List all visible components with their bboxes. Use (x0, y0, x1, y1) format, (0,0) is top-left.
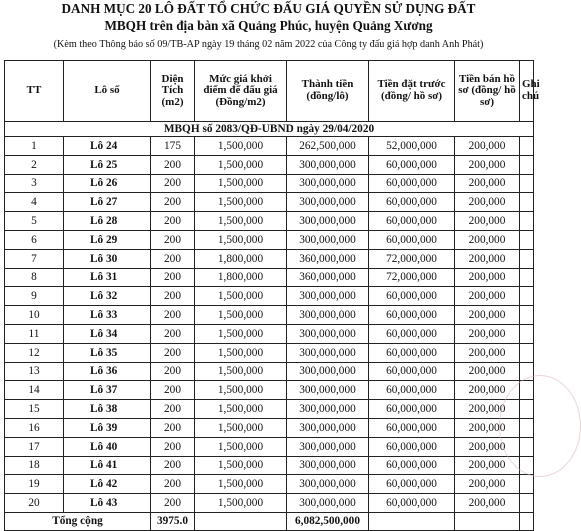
table-row (5, 418, 534, 437)
cell-starting-price: 1,500,000 (195, 174, 287, 193)
cell-tt: 10 (5, 306, 64, 325)
cell-starting-price: 1,500,000 (195, 456, 287, 475)
header-lot-number: Lô số (64, 61, 151, 122)
document-title: DANH MỤC 20 LÔ ĐẤT TỔ CHỨC ĐẤU GIÁ QUYỀN SỬ DỤNG ĐẤT (61, 1, 476, 16)
cell-area: 200 (151, 287, 195, 306)
cell-dossier-fee: 200,000 (455, 155, 520, 174)
cell-dossier-fee: 200,000 (455, 193, 520, 212)
cell-total-amount: 300,000,000 (287, 212, 369, 231)
table-row (5, 475, 534, 494)
cell-area: 200 (151, 437, 195, 456)
total-empty-fee (455, 512, 520, 530)
table-row (5, 230, 534, 249)
cell-starting-price: 1,500,000 (195, 400, 287, 419)
section-row (5, 122, 534, 137)
cell-tt: 3 (5, 174, 64, 193)
cell-lot-number: Lô 31 (64, 268, 151, 287)
cell-area: 200 (151, 249, 195, 268)
cell-deposit: 60,000,000 (369, 343, 455, 362)
cell-starting-price: 1,800,000 (195, 268, 287, 287)
table-row (5, 306, 534, 325)
cell-deposit: 60,000,000 (369, 174, 455, 193)
cell-starting-price: 1,500,000 (195, 494, 287, 513)
cell-dossier-fee: 200,000 (455, 230, 520, 249)
cell-starting-price: 1,500,000 (195, 381, 287, 400)
header-notes: Ghi chú (520, 61, 534, 122)
cell-notes (520, 137, 534, 156)
cell-dossier-fee: 200,000 (455, 456, 520, 475)
cell-lot-number: Lô 29 (64, 230, 151, 249)
cell-total-amount: 300,000,000 (287, 155, 369, 174)
cell-tt: 8 (5, 268, 64, 287)
cell-lot-number: Lô 33 (64, 306, 151, 325)
cell-total-amount: 300,000,000 (287, 193, 369, 212)
cell-dossier-fee: 200,000 (455, 287, 520, 306)
cell-starting-price: 1,500,000 (195, 324, 287, 343)
cell-lot-number: Lô 41 (64, 456, 151, 475)
cell-total-amount: 300,000,000 (287, 306, 369, 325)
cell-area: 200 (151, 324, 195, 343)
table-row (5, 494, 534, 513)
cell-lot-number: Lô 40 (64, 437, 151, 456)
cell-tt: 20 (5, 494, 64, 513)
cell-notes (520, 437, 534, 456)
cell-notes (520, 193, 534, 212)
cell-notes (520, 306, 534, 325)
cell-tt: 5 (5, 212, 64, 231)
cell-notes (520, 268, 534, 287)
reference-note: (Kèm theo Thông báo số 09/TB-AP ngày 19 tháng 02 năm 2022 của Công ty đấu giá hợp danh Anh Phát) (53, 39, 484, 50)
table-row (5, 400, 534, 419)
cell-total-amount: 300,000,000 (287, 230, 369, 249)
cell-tt: 11 (5, 324, 64, 343)
cell-notes (520, 456, 534, 475)
cell-dossier-fee: 200,000 (455, 324, 520, 343)
cell-dossier-fee: 200,000 (455, 268, 520, 287)
document-subtitle: MBQH trên địa bàn xã Quảng Phúc, huyện Quảng Xương (104, 18, 433, 33)
cell-area: 200 (151, 475, 195, 494)
cell-area: 200 (151, 174, 195, 193)
cell-lot-number: Lô 42 (64, 475, 151, 494)
cell-tt: 18 (5, 456, 64, 475)
cell-deposit: 52,000,000 (369, 137, 455, 156)
section-label: MBQH số 2083/QĐ-UBND ngày 29/04/2020 (5, 122, 534, 137)
cell-area: 200 (151, 193, 195, 212)
cell-tt: 6 (5, 230, 64, 249)
cell-dossier-fee: 200,000 (455, 212, 520, 231)
cell-area: 200 (151, 155, 195, 174)
cell-total-amount: 360,000,000 (287, 249, 369, 268)
cell-area: 200 (151, 381, 195, 400)
cell-starting-price: 1,500,000 (195, 362, 287, 381)
cell-area: 200 (151, 306, 195, 325)
cell-total-amount: 300,000,000 (287, 381, 369, 400)
cell-starting-price: 1,500,000 (195, 137, 287, 156)
cell-deposit: 60,000,000 (369, 381, 455, 400)
cell-deposit: 60,000,000 (369, 362, 455, 381)
cell-starting-price: 1,500,000 (195, 155, 287, 174)
cell-lot-number: Lô 26 (64, 174, 151, 193)
cell-lot-number: Lô 37 (64, 381, 151, 400)
cell-starting-price: 1,500,000 (195, 437, 287, 456)
cell-notes (520, 494, 534, 513)
cell-notes (520, 249, 534, 268)
cell-notes (520, 343, 534, 362)
cell-total-amount: 300,000,000 (287, 362, 369, 381)
cell-area: 200 (151, 418, 195, 437)
cell-total-amount: 300,000,000 (287, 494, 369, 513)
cell-dossier-fee: 200,000 (455, 437, 520, 456)
total-area: 3975.0 (151, 512, 195, 530)
cell-starting-price: 1,500,000 (195, 343, 287, 362)
table-row (5, 249, 534, 268)
cell-deposit: 60,000,000 (369, 193, 455, 212)
cell-notes (520, 174, 534, 193)
table-row (5, 324, 534, 343)
total-empty-deposit (369, 512, 455, 530)
table-row (5, 268, 534, 287)
lot-list-table (4, 60, 540, 531)
cell-starting-price: 1,500,000 (195, 475, 287, 494)
cell-area: 200 (151, 268, 195, 287)
total-amount: 6,082,500,000 (287, 512, 369, 530)
cell-deposit: 60,000,000 (369, 418, 455, 437)
cell-lot-number: Lô 24 (64, 137, 151, 156)
cell-notes (520, 230, 534, 249)
cell-starting-price: 1,500,000 (195, 230, 287, 249)
cell-lot-number: Lô 38 (64, 400, 151, 419)
table-row (5, 362, 534, 381)
cell-total-amount: 300,000,000 (287, 324, 369, 343)
cell-tt: 12 (5, 343, 64, 362)
cell-lot-number: Lô 28 (64, 212, 151, 231)
cell-dossier-fee: 200,000 (455, 494, 520, 513)
cell-dossier-fee: 200,000 (455, 418, 520, 437)
cell-deposit: 60,000,000 (369, 306, 455, 325)
cell-tt: 15 (5, 400, 64, 419)
table-row (5, 155, 534, 174)
cell-lot-number: Lô 36 (64, 362, 151, 381)
cell-dossier-fee: 200,000 (455, 249, 520, 268)
cell-total-amount: 262,500,000 (287, 137, 369, 156)
cell-notes (520, 418, 534, 437)
cell-deposit: 60,000,000 (369, 494, 455, 513)
table-row (5, 212, 534, 231)
header-tt: TT (5, 61, 64, 122)
cell-notes (520, 155, 534, 174)
cell-deposit: 60,000,000 (369, 155, 455, 174)
cell-area: 175 (151, 137, 195, 156)
table-row (5, 287, 534, 306)
cell-deposit: 60,000,000 (369, 456, 455, 475)
cell-dossier-fee: 200,000 (455, 400, 520, 419)
cell-total-amount: 300,000,000 (287, 287, 369, 306)
cell-dossier-fee: 200,000 (455, 381, 520, 400)
header-starting-price: Mức giá khởi điểm để đấu giá (Đồng/m2) (195, 61, 287, 122)
cell-tt: 16 (5, 418, 64, 437)
cell-dossier-fee: 200,000 (455, 306, 520, 325)
total-empty-price (195, 512, 287, 530)
cell-notes (520, 400, 534, 419)
cell-area: 200 (151, 212, 195, 231)
cell-lot-number: Lô 35 (64, 343, 151, 362)
table-row (5, 193, 534, 212)
cell-deposit: 60,000,000 (369, 437, 455, 456)
cell-area: 200 (151, 362, 195, 381)
cell-deposit: 60,000,000 (369, 400, 455, 419)
header-total-amount: Thành tiền (đồng/lô) (287, 61, 369, 122)
cell-tt: 7 (5, 249, 64, 268)
cell-total-amount: 300,000,000 (287, 174, 369, 193)
cell-notes (520, 381, 534, 400)
cell-tt: 4 (5, 193, 64, 212)
cell-starting-price: 1,500,000 (195, 418, 287, 437)
cell-dossier-fee: 200,000 (455, 362, 520, 381)
cell-deposit: 72,000,000 (369, 249, 455, 268)
cell-deposit: 60,000,000 (369, 230, 455, 249)
cell-total-amount: 360,000,000 (287, 268, 369, 287)
cell-total-amount: 300,000,000 (287, 418, 369, 437)
cell-tt: 17 (5, 437, 64, 456)
table-row (5, 137, 534, 156)
header-area: Diện Tích (m2) (151, 61, 195, 122)
cell-starting-price: 1,500,000 (195, 287, 287, 306)
total-empty-notes (520, 512, 534, 530)
table-row (5, 381, 534, 400)
cell-deposit: 60,000,000 (369, 287, 455, 306)
cell-deposit: 72,000,000 (369, 268, 455, 287)
cell-starting-price: 1,500,000 (195, 193, 287, 212)
cell-total-amount: 300,000,000 (287, 400, 369, 419)
cell-dossier-fee: 200,000 (455, 174, 520, 193)
cell-notes (520, 362, 534, 381)
cell-notes (520, 324, 534, 343)
table-header-row (5, 61, 534, 122)
cell-deposit: 60,000,000 (369, 212, 455, 231)
header-deposit: Tiền đặt trước (đồng/ hồ sơ) (369, 61, 455, 122)
cell-tt: 1 (5, 137, 64, 156)
header-dossier-fee: Tiền bán hồ sơ (đồng/ hồ sơ) (455, 61, 520, 122)
cell-total-amount: 300,000,000 (287, 475, 369, 494)
cell-tt: 9 (5, 287, 64, 306)
cell-deposit: 60,000,000 (369, 324, 455, 343)
cell-lot-number: Lô 39 (64, 418, 151, 437)
cell-notes (520, 475, 534, 494)
cell-starting-price: 1,800,000 (195, 249, 287, 268)
cell-total-amount: 300,000,000 (287, 437, 369, 456)
cell-tt: 2 (5, 155, 64, 174)
table-row (5, 456, 534, 475)
cell-starting-price: 1,500,000 (195, 306, 287, 325)
cell-dossier-fee: 200,000 (455, 137, 520, 156)
cell-area: 200 (151, 494, 195, 513)
cell-lot-number: Lô 25 (64, 155, 151, 174)
total-label: Tổng cộng (5, 512, 151, 530)
cell-total-amount: 300,000,000 (287, 456, 369, 475)
cell-deposit: 60,000,000 (369, 475, 455, 494)
cell-area: 200 (151, 400, 195, 419)
cell-notes (520, 287, 534, 306)
total-row (5, 512, 534, 530)
cell-dossier-fee: 200,000 (455, 475, 520, 494)
cell-lot-number: Lô 43 (64, 494, 151, 513)
table-row (5, 437, 534, 456)
cell-area: 200 (151, 230, 195, 249)
cell-total-amount: 300,000,000 (287, 343, 369, 362)
cell-area: 200 (151, 456, 195, 475)
cell-tt: 14 (5, 381, 64, 400)
cell-lot-number: Lô 30 (64, 249, 151, 268)
cell-tt: 19 (5, 475, 64, 494)
table-row (5, 343, 534, 362)
cell-dossier-fee: 200,000 (455, 343, 520, 362)
table-row (5, 174, 534, 193)
cell-lot-number: Lô 32 (64, 287, 151, 306)
cell-starting-price: 1,500,000 (195, 212, 287, 231)
cell-lot-number: Lô 27 (64, 193, 151, 212)
cell-tt: 13 (5, 362, 64, 381)
cell-notes (520, 212, 534, 231)
cell-lot-number: Lô 34 (64, 324, 151, 343)
cell-area: 200 (151, 343, 195, 362)
